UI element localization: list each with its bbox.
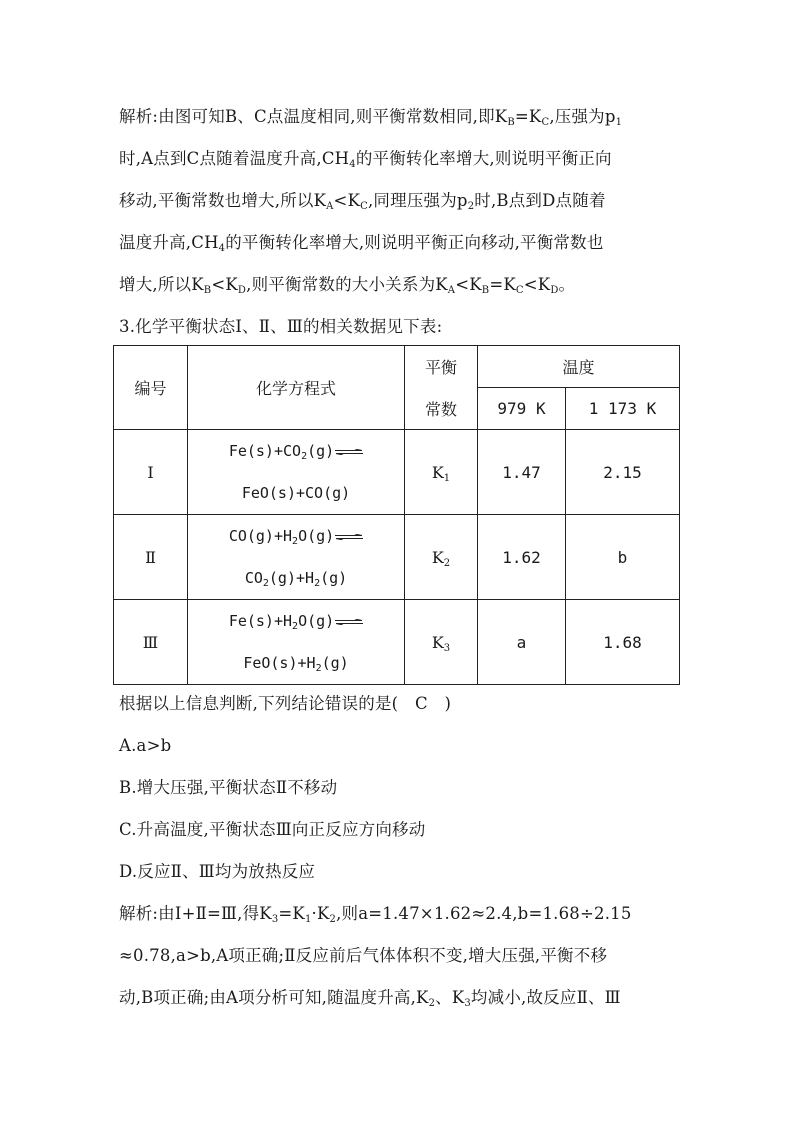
value-979: 1.62 xyxy=(478,515,566,600)
value-1173: 2.15 xyxy=(566,430,680,515)
row-number: Ⅲ xyxy=(114,600,188,685)
equilibrium-data-table xyxy=(113,345,680,685)
value-1173: b xyxy=(566,515,680,600)
table-row xyxy=(114,430,680,515)
value-1173: 1.68 xyxy=(566,600,680,685)
table-row xyxy=(114,515,680,600)
question-stem: 3.化学平衡状态Ⅰ、Ⅱ、Ⅲ的相关数据见下表: xyxy=(119,317,443,336)
row-number: Ⅰ xyxy=(114,430,188,515)
equilibrium-arrow-icon xyxy=(335,619,363,625)
table-row xyxy=(114,600,680,685)
option-b: B.增大压强,平衡状态Ⅱ不移动 xyxy=(119,778,338,797)
chemical-equation: $Fe(s)+CO_2(g)$ FeO(s)+CO(g) xyxy=(188,430,405,515)
option-a: A.a>b xyxy=(119,736,172,755)
header-temp-979: 979 K xyxy=(478,388,566,430)
equilibrium-arrow-icon xyxy=(335,449,363,455)
header-constant-top: 平衡 xyxy=(405,346,478,388)
header-temp-1173: 1 173 K xyxy=(566,388,680,430)
header-equation: 化学方程式 xyxy=(188,346,405,430)
question-prompt: 根据以上信息判断,下列结论错误的是( C ) xyxy=(119,694,452,713)
chemical-equation: $Fe(s)+H_2O(g)$ $FeO(s)+H_2(g)$ xyxy=(188,600,405,685)
question-options xyxy=(119,683,684,893)
header-number: 编号 xyxy=(114,346,188,430)
equilibrium-arrow-icon xyxy=(335,534,363,540)
chemical-equation: $CO(g)+H_2O(g)$ $CO_2(g)+H_2(g)$ xyxy=(188,515,405,600)
analysis-paragraph-2: 解析:由Ⅰ+Ⅱ=Ⅲ,得$K_3=K_1\cdot K_2$,则a=1.47×1.62≈2.4,b=1.68÷2.15 ≈0.78,a>b,A项正确;Ⅱ反应前后气体体积不变,增大压强,平衡不移 动,B项正确;由A项分析可知,随温度升高$,K_2$、$K_3$均减小,故反应Ⅱ、Ⅲ xyxy=(119,904,632,1009)
header-constant-bottom: 常数 xyxy=(405,388,478,430)
equilibrium-constant: $K_2$ xyxy=(405,515,478,600)
row-number: Ⅱ xyxy=(114,515,188,600)
option-c: C.升高温度,平衡状态Ⅲ向正反应方向移动 xyxy=(119,820,426,839)
value-979: 1.47 xyxy=(478,430,566,515)
analysis-paragraph-1: 解析:由图可知B、C点温度相同,则平衡常数相同,即$K_B=K_C$,压强为$p_1$ 时,A点到C点随着温度升高$,CH_4$的平衡转化率增大,则说明平衡正向 移动,平衡常数也增大,所以$K_A<K_C$,同理压强为$p_2$时,B点到D点随着 温度升高$,CH_4$的平衡转化率增大,则说明平衡正向移动,平衡常数也 增大,所以$K_B<K_D$,则平衡常数的大小关系为$K_A<K_B=K_C<K_D$。 xyxy=(119,107,623,296)
option-d: D.反应Ⅱ、Ⅲ均为放热反应 xyxy=(119,862,316,881)
equilibrium-constant: $K_3$ xyxy=(405,600,478,685)
equilibrium-constant: $K_1$ xyxy=(405,430,478,515)
header-temperature: 温度 xyxy=(478,346,680,388)
value-979: a xyxy=(478,600,566,685)
